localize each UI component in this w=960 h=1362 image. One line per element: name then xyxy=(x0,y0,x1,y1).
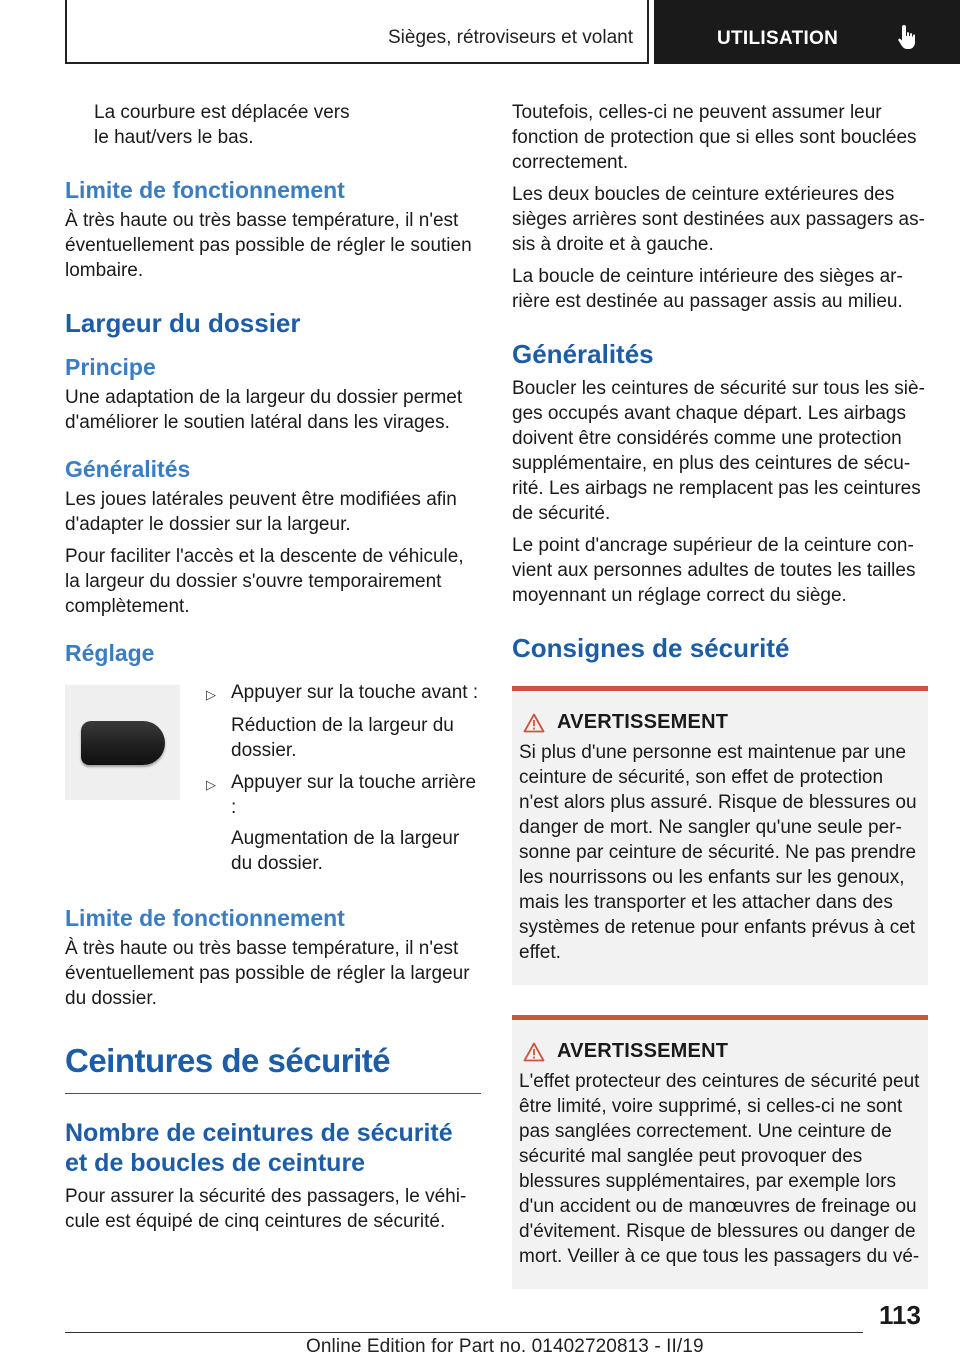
intro-line-1: La courbure est déplacée vers xyxy=(94,102,350,123)
limit1-heading: Limite de fonctionnement xyxy=(65,177,345,203)
adjust-steps xyxy=(206,673,481,880)
adjust-heading: Réglage xyxy=(65,640,155,666)
general-text-1: Les joues latérales peuvent être modifiées afin d'adapter le dossier sur la largeur. xyxy=(65,489,457,535)
limit1-text: À très haute ou très basse température, il n'est éventuellement pas possible de régler le soutien lombaire. xyxy=(65,210,472,281)
triangle-bullet-icon: ▷ xyxy=(206,687,216,702)
limit2-text: À très haute ou très basse température, il n'est éventuellement pas possible de régler la largeur du dossier. xyxy=(65,938,470,1009)
right-text-3: La boucle de ceinture intérieure des sièges arrière est destinée au passager assis au milieu. xyxy=(512,266,903,312)
step-front-action: Appuyer sur la touche avant : xyxy=(231,682,479,703)
chapter-title: Sièges, rétroviseurs et volant xyxy=(387,27,633,48)
adjust-block xyxy=(65,673,481,880)
triangle-bullet-icon: ▷ xyxy=(206,777,216,792)
right-text-2: Les deux boucles de ceinture extérieures des sièges arrières sont destinées aux passagers assis à droite et à gauche. xyxy=(512,184,925,255)
warning-text-2: L'effet protecteur des ceintures de sécurité peut être limité, voire supprimé, si celles-ci ne sont pas sanglées correctement. Une ceinture de sécurité mal sanglée peut provoquer des blessures supplémentaires, par exemple lors d'un accident ou de manœuvres de freinage ou d'évitement. Risque de blessures ou danger de mort. Veiller à ce que tous les passagers du vé- xyxy=(519,1071,920,1267)
step-rear-action: Appuyer sur la touche arrière : xyxy=(231,772,477,818)
warning-box-2 xyxy=(512,1015,928,1289)
left-column xyxy=(65,100,481,1241)
right-general-heading: Généralités xyxy=(512,339,654,369)
right-general-text-2: Le point d'ancrage supérieur de la ceinture convient aux personnes adultes de toutes les tailles moyennant un réglage correct du siège. xyxy=(512,535,916,606)
principle-heading: Principe xyxy=(65,354,156,380)
general-heading: Généralités xyxy=(65,456,191,482)
step-rear xyxy=(206,770,481,820)
section-tab xyxy=(654,0,960,64)
right-text-1: Toutefois, celles-ci ne peuvent assumer leur fonction de protection que si elles sont bouclées correctement. xyxy=(512,102,917,173)
intro-paragraph xyxy=(65,100,481,150)
step-rear-result: Augmentation de la largeur du dossier. xyxy=(231,828,460,874)
page-header xyxy=(0,0,960,66)
belt-count-heading: Nombre de ceintures de sécurité et de boucles de ceinture xyxy=(65,1119,453,1177)
pointing-hand-icon xyxy=(894,22,924,52)
belt-count-text: Pour assurer la sécurité des passagers, le véhicule est équipé de cinq ceintures de sécurité. xyxy=(65,1186,467,1232)
general-text-2: Pour faciliter l'accès et la descente de véhicule, la largeur du dossier s'ouvre temporairement complètement. xyxy=(65,546,464,617)
warning-triangle-icon xyxy=(523,713,545,733)
width-heading: Largeur du dossier xyxy=(65,308,301,338)
right-column xyxy=(512,100,928,1289)
warning-title-1 xyxy=(519,711,920,734)
warning-title-text-1: AVERTISSEMENT xyxy=(557,711,729,733)
warning-title-text-2: AVERTISSEMENT xyxy=(557,1040,729,1062)
warning-triangle-icon xyxy=(523,1042,545,1062)
footer-divider xyxy=(65,1332,863,1333)
footer-edition: Online Edition for Part no. 01402720813 - II/19 xyxy=(306,1336,704,1357)
section-title: UTILISATION xyxy=(717,28,839,49)
page-number: 113 xyxy=(879,1300,921,1330)
warning-title-2 xyxy=(519,1040,920,1063)
right-general-text-1: Boucler les ceintures de sécurité sur tous les sièges occupés avant chaque départ. Les airbags doivent être considérés comme une protection supplémentaire, en plus des ceintures de sécurité. Les airbags ne remplacent pas les ceintures de sécurité. xyxy=(512,378,925,524)
intro-line-2: le haut/vers le bas. xyxy=(94,127,254,148)
step-front xyxy=(206,680,481,707)
belts-chapter-heading: Ceintures de sécurité xyxy=(65,1041,481,1094)
seat-width-button-image xyxy=(65,685,180,800)
limit2-heading: Limite de fonctionnement xyxy=(65,905,345,931)
warning-box-1 xyxy=(512,686,928,985)
safety-heading: Consignes de sécurité xyxy=(512,633,790,663)
step-front-result: Réduction de la largeur du dossier. xyxy=(231,715,454,761)
principle-text: Une adaptation de la largeur du dossier permet d'améliorer le soutien latéral dans les virages. xyxy=(65,387,463,433)
seat-width-switch-illustration xyxy=(81,721,165,765)
warning-text-1: Si plus d'une personne est maintenue par une ceinture de sécurité, son effet de protection n'est alors plus assuré. Risque de blessures ou danger de mort. Ne sangler qu'une seule personne par ceinture de sécurité. Ne pas prendre les nourrissons ou les enfants sur les genoux, mais les transporter et les attacher dans des systèmes de retenue pour enfants prévus à cet effet. xyxy=(519,742,917,963)
chapter-tab xyxy=(65,0,649,64)
